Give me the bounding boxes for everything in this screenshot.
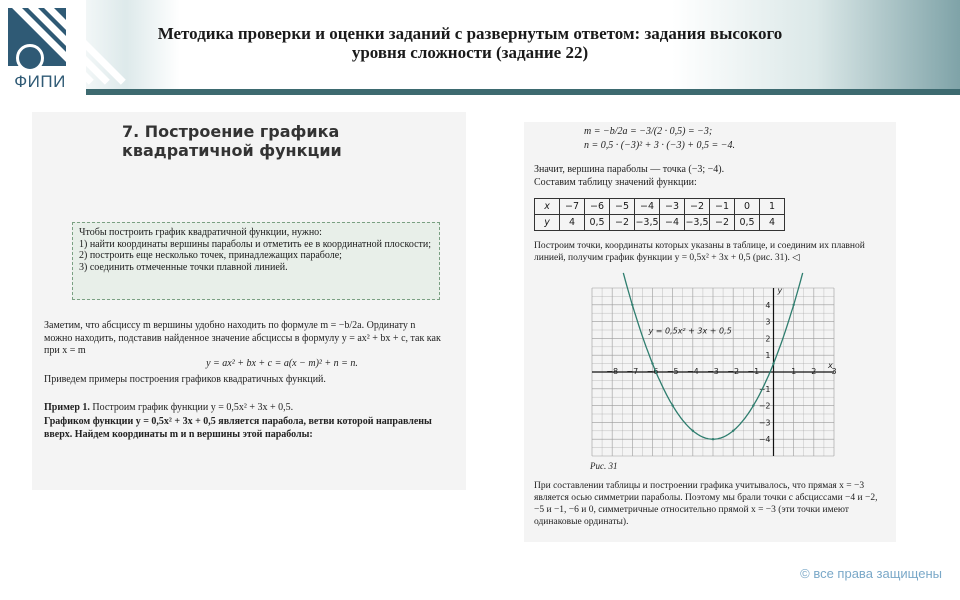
table-cell: −1 (710, 199, 735, 215)
y-axis-label: y (777, 286, 783, 296)
table-cell: −5 (610, 199, 635, 215)
figure-caption: Рис. 31 (590, 461, 618, 471)
x-tick-label: −1 (747, 367, 760, 376)
table-cell: 4 (760, 215, 785, 231)
example-body: Графиком функции y = 0,5x² + 3x + 0,5 является парабола, ветви которой направлены вверх. Найдем координаты m и n вершины этой параболы: (44, 416, 432, 440)
logo-dot (16, 44, 44, 72)
table-header-x: x (535, 199, 560, 215)
rule-line: Чтобы построить график квадратичной функции, нужно: (79, 227, 322, 238)
table-cell: −3,5 (635, 215, 660, 231)
y-tick-label: 3 (765, 317, 771, 327)
graph-svg (590, 286, 836, 458)
y-tick-label: 1 (765, 351, 771, 361)
symmetry-explanation: При составлении таблицы и построении графика учитывалось, что прямая x = −3 является осью симметрии параболы. Поэтому мы брали точки с абсциссами −4 и −2, −5 и −1, −6 и 0, симметричные относительно прямой x = −3 (эти точки имеют одинаковые ординаты). (534, 481, 878, 527)
example-heading (44, 402, 444, 415)
table-cell: 1 (760, 199, 785, 215)
y-tick-label: −3 (758, 418, 771, 428)
x-tick-label: −2 (727, 367, 740, 376)
table-cell: −3,5 (685, 215, 710, 231)
table-cell: 4 (560, 215, 585, 231)
vertex-text: Значит, вершина параболы — точка (−3; −4). (534, 164, 725, 175)
formula-m: m = −b/2a = −3/(2 · 0,5) = −3; (584, 126, 713, 137)
copyright-notice: © все права защищены (800, 566, 942, 581)
x-tick-label: −4 (686, 367, 699, 376)
table-caption: Составим таблицу значений функции: (534, 177, 697, 188)
x-tick-label: 1 (791, 367, 797, 376)
x-tick-label: −7 (626, 367, 639, 376)
rule-line: 2) построить еще несколько точек, принадлежащих параболе; (79, 250, 342, 261)
rule-line: 3) соединить отмеченные точки плавной линией. (79, 261, 288, 273)
rule-line: 1) найти координаты вершины параболы и отметить ее в координатной плоскости; (79, 238, 432, 250)
x-tick-label: −3 (707, 367, 719, 376)
plot-instructions: Построим точки, координаты которых указаны в таблице, и соединим их плавной линией, получим график функции y = 0,5x² + 3x + 0,5 (рис. 31). ◁ (534, 241, 865, 263)
y-tick-label: 2 (765, 334, 771, 344)
y-tick-label: −1 (758, 384, 771, 394)
x-tick-label: 2 (811, 367, 817, 376)
slide-title: Методика проверки и оценки заданий с развернутым ответом: задания высокого уровня сложности (задание 22) (157, 24, 783, 62)
fipi-logo (0, 0, 86, 108)
textbook-page-right (524, 122, 896, 542)
x-tick-label: −8 (606, 367, 619, 376)
table-cell: −7 (560, 199, 585, 215)
table-cell: −6 (585, 199, 610, 215)
values-table (534, 198, 785, 231)
formula-n: n = 0,5 · (−3)² + 3 · (−3) + 0,5 = −4. (584, 140, 736, 151)
chapter-title: 7. Построение графика квадратичной функции (122, 122, 342, 160)
parabola-graph (590, 286, 836, 463)
table-row-y (535, 215, 785, 231)
logo-text: ФИПИ (14, 72, 66, 91)
paragraph-examples: Приведем примеры построения графиков квадратичных функций. (44, 374, 326, 385)
table-cell: 0,5 (735, 215, 760, 231)
y-tick-label: 4 (765, 300, 771, 310)
table-cell: −3 (660, 199, 685, 215)
x-tick-label: −6 (646, 367, 659, 376)
table-cell: −2 (710, 215, 735, 231)
table-cell: −4 (635, 199, 660, 215)
table-cell: −2 (610, 215, 635, 231)
y-tick-label: −2 (758, 401, 771, 411)
textbook-page-left (32, 112, 466, 490)
graph-function-label: y = 0,5x² + 3x + 0,5 (648, 326, 732, 336)
x-tick-label: −5 (666, 367, 679, 376)
rule-box (72, 222, 440, 300)
table-header-y: y (535, 215, 560, 231)
paragraph-vertex-formula: Заметим, что абсциссу m вершины удобно находить по формуле m = −b/2a. Ординату n можно находить, подставив найденное значение абсциссы в формулу y = ax² + bx + c, так как при x = m (44, 320, 441, 356)
header-band (0, 89, 960, 95)
y-tick-label: −4 (758, 435, 771, 445)
table-cell: −4 (660, 215, 685, 231)
table-cell: 0 (735, 199, 760, 215)
table-cell: 0,5 (585, 215, 610, 231)
example-label: Пример 1. (44, 402, 90, 413)
x-tick-label: 3 (831, 367, 837, 376)
x-axis-label: x (827, 361, 833, 370)
table-row-x (535, 199, 785, 215)
example-text: Построим график функции y = 0,5x² + 3x + 0,5. (92, 402, 294, 413)
formula-line: y = ax² + bx + c = a(x − m)² + n = n. (206, 358, 358, 369)
table-cell: −2 (685, 199, 710, 215)
